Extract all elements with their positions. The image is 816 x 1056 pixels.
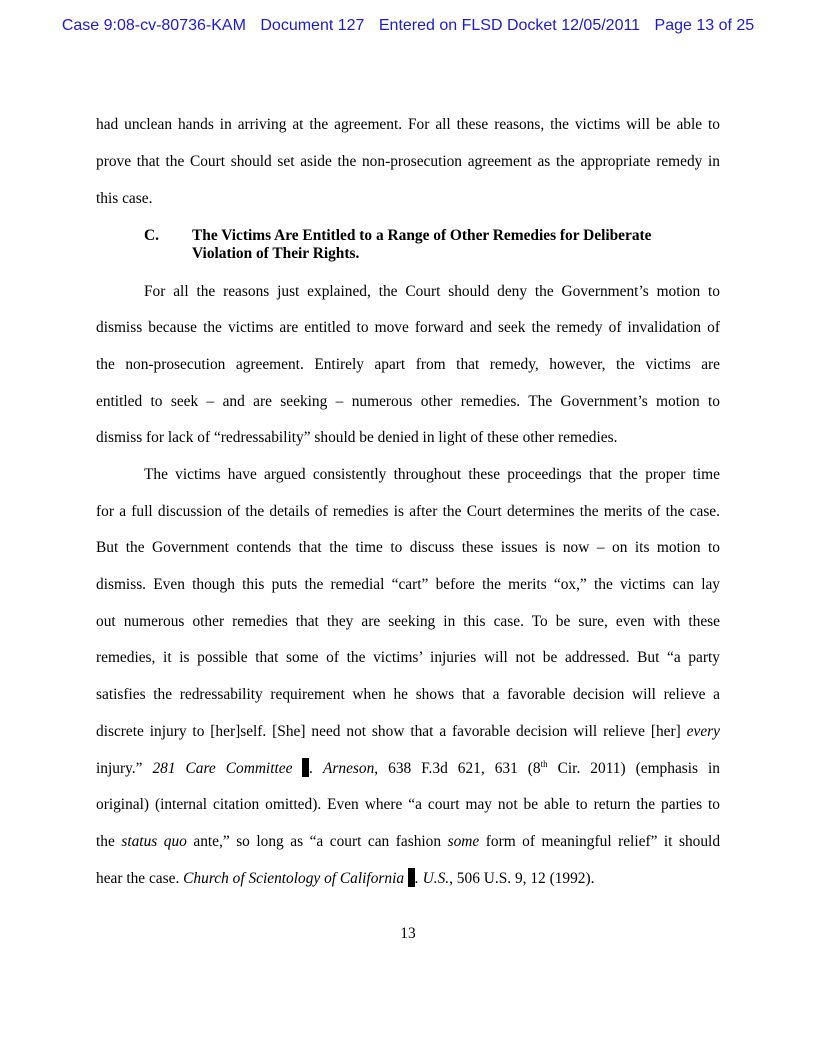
redaction-mark	[408, 868, 415, 887]
superscript: th	[540, 759, 548, 769]
text-segment: Cir. 2011) (emphasis in	[547, 760, 721, 777]
text-line: dismiss. Even though this puts the remedial “cart” before the merits “ox,” the victims can lay	[96, 576, 720, 593]
text-line: original) (internal citation omitted). Even where “a court may not be able to return the parties to	[96, 796, 720, 813]
text-line	[96, 868, 720, 888]
body-text	[96, 0, 720, 1056]
text-line: out numerous other remedies that they are seeking in this case. To be sure, even with these	[96, 613, 720, 630]
text-line: entitled to seek – and are seeking – numerous other remedies. The Government’s motion to	[96, 393, 720, 410]
case-name: . Arneson	[309, 760, 375, 777]
text-segment: ante,” so long as “a court can fashion	[186, 833, 448, 850]
section-letter: C.	[144, 227, 159, 244]
text-line: for a full discussion of the details of remedies is after the Court determines the merits of the case.	[96, 503, 720, 520]
emphasis: status quo	[121, 833, 187, 850]
case-name: . U.S.	[414, 870, 450, 887]
text-line: remedies, it is possible that some of the victims’ injuries will not be addressed. But “a party	[96, 649, 720, 666]
text-line	[96, 832, 720, 852]
text-segment: discrete injury to [her]self. [She] need not show that a favorable decision will relieve [her]	[96, 723, 687, 740]
emphasis: some	[447, 833, 480, 850]
text-line	[96, 722, 720, 742]
text-line: For all the reasons just explained, the Court should deny the Government’s motion to	[144, 283, 720, 300]
text-line: But the Government contends that the time to discuss these issues is now – on its motion to	[96, 539, 720, 556]
text-line: prove that the Court should set aside the non-prosecution agreement as the appropriate remedy in	[96, 153, 720, 170]
page-number: 13	[400, 925, 416, 942]
text-segment: , 638 F.3d 621, 631 (8	[374, 760, 541, 777]
text-line: dismiss for lack of “redressability” should be denied in light of these other remedies.	[96, 429, 618, 446]
entered-date: Entered on FLSD Docket 12/05/2011	[378, 17, 641, 34]
page-count: Page 13 of 25	[654, 17, 755, 34]
case-name: 281 Care Committee	[152, 760, 293, 777]
text-segment: hear the case.	[96, 870, 184, 887]
case-name: Church of Scientology of California	[183, 870, 405, 887]
text-line: had unclean hands in arriving at the agreement. For all these reasons, the victims will be able to	[96, 116, 720, 133]
case-number: Case 9:08-cv-80736-KAM	[61, 17, 246, 34]
section-title-line1: The Victims Are Entitled to a Range of Other Remedies for Deliberate	[192, 227, 652, 244]
text-line	[96, 758, 720, 778]
section-title-line2: Violation of Their Rights.	[192, 245, 360, 262]
text-segment: the	[96, 833, 122, 850]
text-line: the non-prosecution agreement. Entirely apart from that remedy, however, the victims are	[96, 356, 720, 373]
text-line: dismiss because the victims are entitled to move forward and seek the remedy of invalidation of	[96, 319, 720, 336]
text-segment: , 506 U.S. 9, 12 (1992).	[449, 870, 595, 887]
document-number: Document 127	[260, 17, 365, 34]
text-line: this case.	[96, 190, 153, 207]
text-segment: form of meaningful relief” it should	[479, 833, 721, 850]
text-line: The victims have argued consistently throughout these proceedings that the proper time	[144, 466, 720, 483]
text-segment: injury.”	[96, 760, 153, 777]
emphasis: every	[686, 723, 720, 740]
text-line: satisfies the redressability requirement when he shows that a favorable decision will relieve a	[96, 686, 720, 703]
